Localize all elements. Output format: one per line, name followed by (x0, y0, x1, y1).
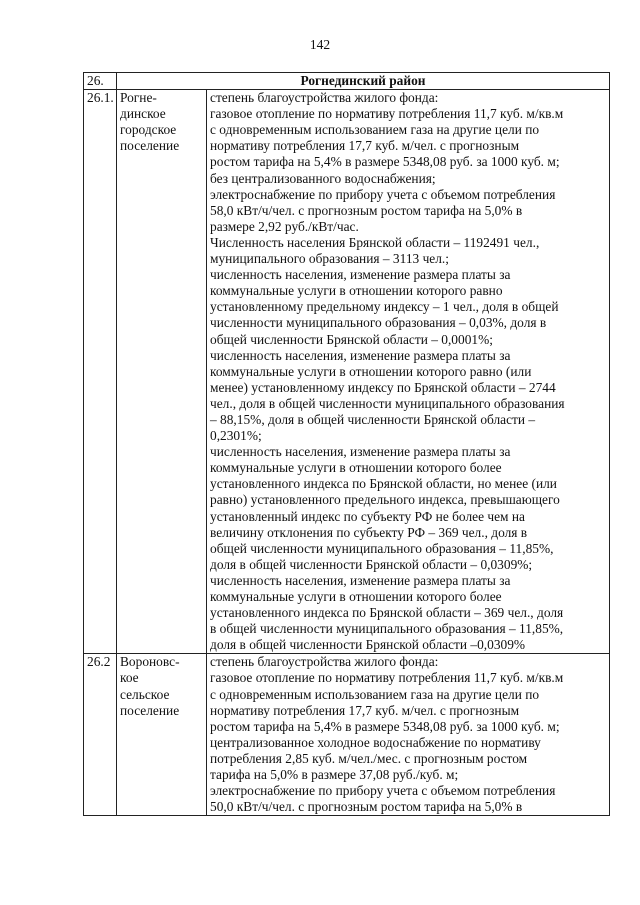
description-line: коммунальные услуги в отношении которого более (210, 589, 502, 604)
description-line: в общей численности муниципального образования – 11,85%, (210, 621, 564, 637)
description-line: тарифа на 5,0% в размере 37,08 руб./куб. м; (210, 767, 459, 783)
description-line: доля в общей численности Брянской области –0,0309% (210, 637, 526, 653)
settlement-description (207, 90, 610, 654)
description-line: общей численности Брянской области – 0,0001%; (210, 331, 493, 347)
description-line: численность населения, изменение размера платы за (210, 267, 511, 283)
tariff-table (83, 72, 610, 816)
settlement-name-line: городское (120, 122, 177, 138)
description-line: электроснабжение по прибору учета с объемом потребления (210, 186, 556, 202)
description-line: с одновременным использованием газа на другие цели по (210, 122, 540, 138)
description-line: коммунальные услуги в отношении которого равно (210, 283, 503, 299)
description-line: величину отклонения по субъекту РФ – 369 чел., доля в (210, 524, 528, 540)
description-line: численность населения, изменение размера платы за (210, 444, 511, 460)
table-row (84, 654, 610, 816)
description-line: установленному предельному индексу – 1 чел., доля в общей (210, 299, 559, 315)
description-line: 0,2301%; (210, 428, 262, 444)
settlement-description (207, 654, 610, 816)
description-line: централизованное холодное водоснабжение по нормативу (210, 734, 541, 750)
description-line: численность населения, изменение размера платы за (210, 347, 511, 363)
description-line: установленного индекса по Брянской области – 369 чел., доля (210, 605, 564, 621)
row-number: 26.2 (84, 654, 117, 816)
description-line: без централизованного водоснабжения; (210, 170, 436, 186)
description-line: общей численности муниципального образования – 11,85%, (210, 540, 554, 556)
settlement-name-line: Вороновс- (120, 654, 180, 670)
description-line: газовое отопление по нормативу потребления 11,7 куб. м/кв.м (210, 670, 564, 686)
description-line: 50,0 кВт/ч/чел. с прогнозным ростом тарифа на 5,0% в (210, 799, 523, 815)
page-number: 142 (309, 37, 331, 52)
description-line: численность населения, изменение размера платы за (210, 572, 511, 588)
table-header-row (84, 73, 610, 90)
description-line: установленного индекса по Брянской области, но менее (или (210, 476, 557, 492)
description-line: электроснабжение по прибору учета с объемом потребления (210, 783, 556, 799)
table-row (84, 90, 610, 654)
settlement-name-line: динское (120, 106, 166, 122)
description-line: размере 2,92 руб./кВт/час. (210, 218, 359, 234)
description-line: доля в общей численности Брянской области – 0,0309%; (210, 556, 533, 572)
description-line: газовое отопление по нормативу потребления 11,7 куб. м/кв.м (210, 106, 564, 122)
settlement-name-line: Рогне- (120, 90, 157, 106)
description-line: ростом тарифа на 5,4% в размере 5348,08 руб. за 1000 куб. м; (210, 154, 560, 170)
description-line: степень благоустройства жилого фонда: (210, 654, 439, 670)
description-line: коммунальные услуги в отношении которого равно (или (210, 363, 532, 379)
header-number: 26. (84, 73, 117, 90)
description-line: нормативу потребления 17,7 куб. м/чел. с прогнозным (210, 138, 520, 154)
description-line: муниципального образования – 3113 чел.; (210, 251, 449, 267)
settlement-name-line: сельское (120, 686, 170, 702)
description-line: Численность населения Брянской области – 1192491 чел., (210, 234, 540, 250)
description-line: нормативу потребления 17,7 куб. м/чел. с прогнозным (210, 702, 520, 718)
description-line: менее) установленному индексу по Брянской области – 2744 (210, 379, 556, 395)
settlement-name-line: кое (120, 670, 139, 686)
settlement-name-line: поселение (120, 702, 180, 718)
description-line: численности муниципального образования – 0,03%, доля в (210, 315, 547, 331)
description-line: ростом тарифа на 5,4% в размере 5348,08 руб. за 1000 куб. м; (210, 718, 560, 734)
description-line: установленный индекс по субъекту РФ не более чем на (210, 508, 525, 524)
settlement-name-line: поселение (120, 138, 180, 154)
description-line: 58,0 кВт/ч/чел. с прогнозным ростом тарифа на 5,0% в (210, 202, 523, 218)
settlement-name (117, 654, 207, 816)
description-line: равно) установленного предельного индекса, превышающего (210, 492, 560, 508)
district-title: Рогнединский район (117, 73, 610, 90)
settlement-name (117, 90, 207, 654)
row-number: 26.1. (84, 90, 117, 654)
description-line: с одновременным использованием газа на другие цели по (210, 686, 540, 702)
description-line: коммунальные услуги в отношении которого более (210, 460, 502, 476)
description-line: – 88,15%, доля в общей численности Брянской области – (210, 411, 536, 427)
description-line: потребления 2,85 куб. м/чел./мес. с прогнозным ростом (210, 750, 528, 766)
description-line: степень благоустройства жилого фонда: (210, 90, 439, 106)
description-line: чел., доля в общей численности муниципального образования (210, 395, 565, 411)
